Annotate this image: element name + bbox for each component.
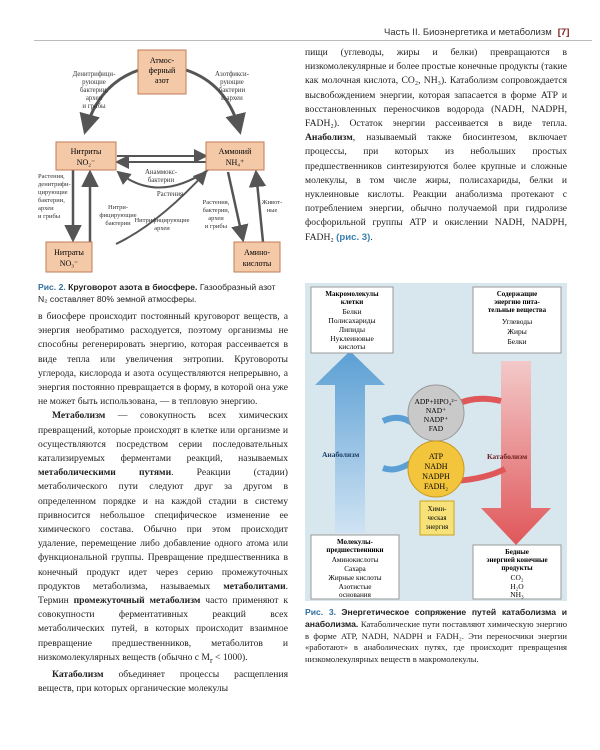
label-plants-mid: Растения — [156, 191, 184, 198]
left-paragraph-3: Катаболизм объединяет процессы расщепления веществ, при которых органические молекулы — [38, 668, 288, 695]
svg-text:Азотистые: Азотистые — [338, 583, 372, 591]
node-amino-acids — [234, 242, 280, 272]
svg-text:Денитрифици-: Денитрифици- — [72, 71, 116, 78]
svg-text:NADP⁺: NADP⁺ — [423, 415, 449, 424]
box-macromolecules — [311, 287, 393, 353]
svg-text:ные: ные — [266, 207, 278, 214]
svg-text:Анаммокс-: Анаммокс- — [145, 169, 177, 176]
svg-text:рующие: рующие — [82, 79, 106, 86]
svg-text:клетки: клетки — [340, 298, 364, 306]
svg-text:и археи: и археи — [221, 95, 243, 102]
svg-text:бактерии: бактерии — [218, 87, 246, 94]
svg-text:Аминокислоты: Аминокислоты — [331, 556, 379, 564]
svg-text:Белки: Белки — [342, 307, 362, 316]
svg-text:Хими-: Хими- — [427, 506, 447, 513]
right-paragraph-1: пищи (углеводы, жиры и белки) превращаются в низкомолекулярные и более простые конечные продукты (такие как молочная кислота, CO₂, NH₃). Катаболизм сопровождается высвобождением энергии, которая запасается в форме ATP и восстановленных переносчиков водорода (NADH, NADPH, FADH₂). Остаток энергии рассеивается в виде тепла. Анаболизм, называемый также биосинтезом, включает процессы, при которых из небольших простых предшественников синтезируются более крупные и сложные молекулы, в том числе жиры, полисахариды, белки и нуклеиновые кислоты. Реакции анаболизма протекают с потреблением энергии, обычно получаемой при гидролизе фосфорильной группы ATP и окислении NADH, NADPH, FADH₂ (рис. 3). — [305, 47, 567, 243]
label-anammox — [145, 169, 178, 184]
svg-text:NH₃: NH₃ — [510, 590, 524, 599]
svg-text:бактерии,: бактерии, — [79, 87, 109, 94]
svg-text:Живот-: Живот- — [261, 199, 283, 206]
svg-text:энергию пита-: энергию пита- — [494, 298, 540, 306]
figure-energy-coupling — [305, 283, 567, 601]
svg-text:NO₃⁻: NO₃⁻ — [59, 259, 79, 268]
box-nutrients — [473, 287, 561, 353]
figure2-label: Рис. 2. — [38, 282, 66, 292]
right-column — [305, 46, 567, 245]
svg-text:бактерии: бактерии — [147, 177, 175, 184]
svg-text:тельные вещества: тельные вещества — [487, 306, 547, 314]
svg-text:энергия: энергия — [425, 524, 449, 531]
left-paragraph-1: в биосфере происходит постоянный круговорот веществ, а энергия необратимо расходуется, поэтому организмы не способны регенерировать энергию, которая рассеивается в виде тепла или увеличения энтропии. Круговороты углерода, кислорода и азота осуществляются непрерывно, а энергия постоянно превращается в форму, в которой она уже не может быть использована, — в тепловую энергию. — [38, 311, 288, 408]
figure3-title: Энергетическое сопряжение путей катаболизма и анаболизма. — [305, 607, 567, 629]
svg-text:и грибы: и грибы — [204, 223, 228, 230]
page-number: [7] — [557, 27, 570, 38]
svg-text:Растения,: Растения, — [202, 199, 230, 206]
oxidized-carriers — [408, 385, 464, 441]
svg-text:Бедные: Бедные — [505, 548, 529, 556]
svg-text:и грибы: и грибы — [38, 213, 61, 220]
svg-text:Нитрифицирующие: Нитрифицирующие — [134, 217, 190, 224]
figure-nitrogen-cycle — [38, 44, 285, 276]
figure2-text1: Газообразный азот — [199, 282, 276, 292]
header-rule — [34, 40, 592, 41]
left-paragraph-2: Метаболизм — совокупность всех химических превращений, которые происходят в клетке или организме и осуществляются посредством серии последовательных катализируемых ферментами реакций, называемых метаболическими путями. Реакции (стадии) метаболического пути следуют друг за другом в определенном порядке и на каждой стадии в систему привносится небольшое специфическое изменение ее химического состава. Обычно при этом происходит удаление, перемещение либо добавление одного атома или функциональной группы. Превращение предшественника в конечный продукт идет через серию промежуточных продуктов метаболизма, называемых метаболитами. Термин промежуточный метаболизм часто применяют к совокупности ферментативных реакций всех метаболических путей, в которых происходит взаимное превращение предшественников, метаболитов и низкомолекулярных веществ (обычно с $M_r < 1000$). — [38, 410, 288, 665]
figure2-title: Круговорот азота в биосфере. — [68, 282, 198, 292]
svg-text:NADPH: NADPH — [422, 472, 450, 481]
svg-text:рующие: рующие — [220, 79, 244, 86]
svg-text:NADH: NADH — [424, 462, 448, 471]
svg-text:археи: археи — [154, 225, 170, 232]
svg-text:бактерии,: бактерии, — [38, 197, 65, 204]
svg-text:FADH₂: FADH₂ — [424, 482, 448, 491]
figure3-reference[interactable]: (рис. 3) — [336, 231, 371, 243]
catabolism-label: Катаболизм — [487, 452, 528, 461]
figure2-text2: N₂ составляет 80% земной атмосферы. — [38, 294, 197, 304]
svg-text:Амино-: Амино- — [243, 248, 271, 257]
svg-text:Нитриты: Нитриты — [70, 147, 102, 156]
svg-text:Углеводы: Углеводы — [501, 317, 533, 326]
svg-text:ATP: ATP — [428, 452, 444, 461]
svg-text:кислоты: кислоты — [242, 259, 272, 268]
svg-text:кислоты: кислоты — [338, 342, 366, 351]
box-end-products — [473, 545, 561, 599]
svg-text:ческая: ческая — [427, 515, 447, 522]
svg-text:Жирные кислоты: Жирные кислоты — [328, 574, 382, 582]
svg-text:фицирующие: фицирующие — [99, 212, 137, 219]
svg-text:бактерии,: бактерии, — [202, 207, 230, 214]
svg-text:основания: основания — [339, 591, 371, 599]
svg-text:Жиры: Жиры — [507, 327, 527, 336]
svg-text:археи: археи — [208, 215, 224, 222]
node-ammonium — [206, 142, 264, 170]
svg-text:Белки: Белки — [507, 337, 527, 346]
svg-text:H₂O: H₂O — [510, 582, 524, 591]
svg-text:Содержащие: Содержащие — [496, 290, 538, 298]
svg-text:цирующие: цирующие — [38, 189, 68, 196]
header-title: Часть II. Биоэнергетика и метаболизм — [384, 27, 552, 38]
node-nitrates — [46, 242, 92, 272]
svg-text:NH₄⁺: NH₄⁺ — [225, 158, 245, 167]
figure3-text: Катаболические пути поставляют химическую энергию в форме ATP, NADH, NADPH и FADH₂. Эти переносчики энергии «работают» в анаболических путях, где происходит превращения низкомолекулярных веществ в макромолекулы. — [305, 618, 567, 665]
node-atmospheric-nitrogen — [138, 50, 186, 94]
svg-text:ADP+HPO₄²⁻: ADP+HPO₄²⁻ — [414, 397, 458, 406]
svg-text:Липиды: Липиды — [339, 325, 365, 334]
figure3-label: Рис. 3. — [305, 607, 336, 617]
svg-text:CO₂: CO₂ — [510, 573, 524, 582]
svg-text:Растения,: Растения, — [38, 173, 65, 180]
svg-text:бактерии: бактерии — [105, 220, 131, 227]
svg-text:денитрифи-: денитрифи- — [38, 181, 71, 188]
svg-text:Макромолекулы: Макромолекулы — [325, 290, 379, 298]
svg-text:археи: археи — [38, 205, 54, 212]
svg-text:FAD: FAD — [428, 424, 444, 433]
figure3-caption — [305, 607, 567, 666]
svg-text:Нитраты: Нитраты — [54, 248, 84, 257]
svg-text:NAD⁺: NAD⁺ — [425, 406, 447, 415]
svg-text:Молекулы-: Молекулы- — [337, 538, 373, 546]
running-header — [384, 27, 569, 38]
reduced-carriers — [408, 441, 464, 497]
svg-text:Сахара: Сахара — [344, 565, 366, 573]
svg-text:Атмос-: Атмос- — [149, 56, 175, 65]
svg-text:энергией конечные: энергией конечные — [486, 556, 548, 564]
svg-text:NO₂⁻: NO₂⁻ — [76, 158, 96, 167]
svg-text:Аммоний: Аммоний — [218, 147, 252, 156]
chemical-energy-box — [420, 501, 454, 535]
svg-text:азот: азот — [154, 76, 170, 85]
svg-text:и грибы: и грибы — [82, 103, 106, 110]
svg-text:ферный: ферный — [148, 66, 176, 75]
svg-text:продукты: продукты — [501, 564, 533, 572]
svg-text:Нитри-: Нитри- — [108, 204, 128, 211]
svg-text:археи: археи — [85, 95, 103, 102]
left-column — [38, 310, 288, 696]
anabolism-label: Анаболизм — [322, 450, 360, 459]
svg-text:Азотфикси-: Азотфикси- — [215, 71, 249, 78]
svg-text:Нуклеиновые: Нуклеиновые — [330, 334, 374, 343]
svg-text:предшественники: предшественники — [326, 546, 384, 554]
box-precursors — [311, 535, 399, 599]
figure2-caption — [38, 281, 290, 305]
svg-text:Полисахариды: Полисахариды — [328, 316, 376, 325]
node-nitrites — [56, 142, 116, 170]
